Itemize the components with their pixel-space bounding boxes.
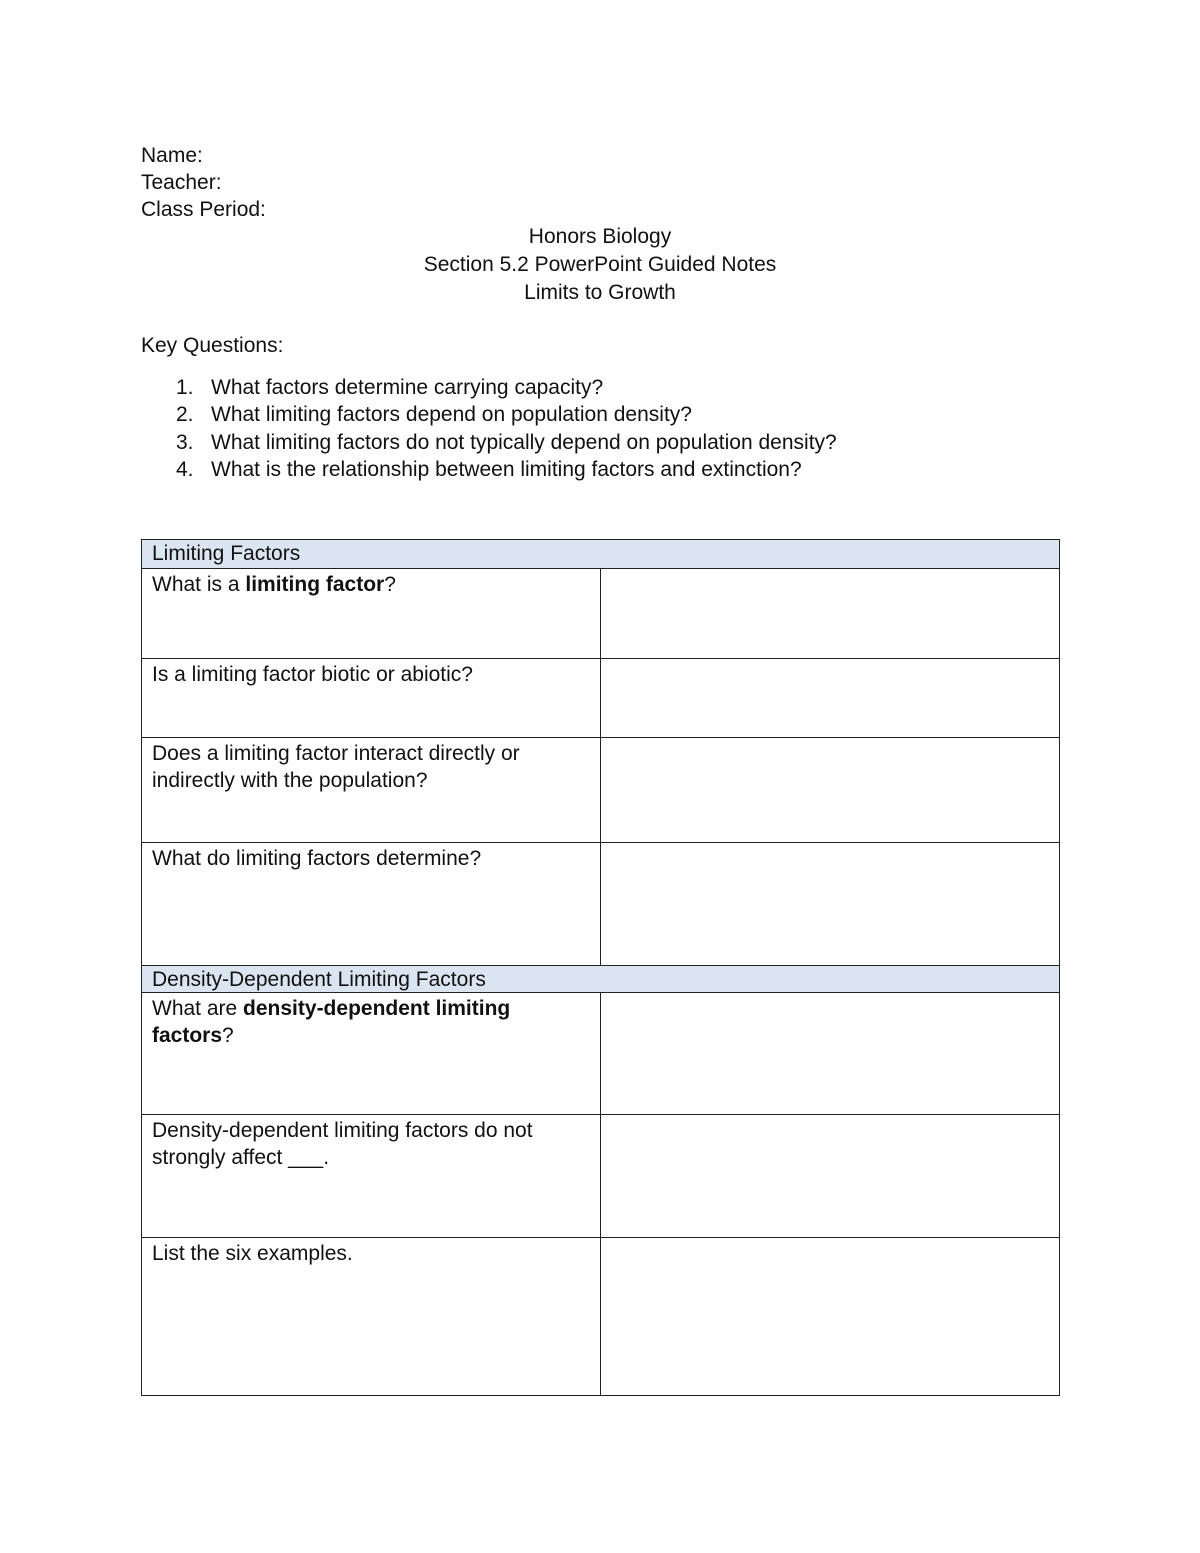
notes-table xyxy=(141,539,1060,1396)
question-cell: List the six examples. xyxy=(142,1238,601,1396)
key-question xyxy=(141,401,837,428)
question-number: 3. xyxy=(176,430,194,454)
answer-cell[interactable] xyxy=(601,1115,1060,1238)
section-header-row xyxy=(142,540,1060,569)
table-row xyxy=(142,843,1060,966)
question-text: What limiting factors do not typically depend on population density? xyxy=(211,430,837,454)
section-header-row xyxy=(142,966,1060,993)
question-cell: What do limiting factors determine? xyxy=(142,843,601,966)
question-number: 4. xyxy=(176,457,194,481)
question-number: 1. xyxy=(176,376,194,399)
answer-cell[interactable] xyxy=(601,659,1060,738)
key-questions-list xyxy=(141,374,837,483)
question-text: What factors determine carrying capacity? xyxy=(211,376,604,399)
answer-cell[interactable] xyxy=(601,738,1060,843)
question-text: What is the relationship between limiting factors and extinction? xyxy=(211,457,802,481)
key-questions-label: Key Questions: xyxy=(141,334,284,357)
course-title: Honors Biology xyxy=(528,225,672,248)
answer-cell[interactable] xyxy=(601,843,1060,966)
key-term: limiting factor xyxy=(245,573,385,596)
question-cell: Does a limiting factor interact directly or indirectly with the population? xyxy=(142,738,601,843)
table-row xyxy=(142,738,1060,843)
key-question xyxy=(141,456,837,483)
section-title-density-dependent: Density-Dependent Limiting Factors xyxy=(142,966,1060,993)
question-number: 2. xyxy=(176,403,194,427)
answer-cell[interactable] xyxy=(601,993,1060,1115)
class-period-label: Class Period: xyxy=(141,198,266,221)
question-cell: Density-dependent limiting factors do not strongly affect ___. xyxy=(142,1115,601,1238)
name-label: Name: xyxy=(141,144,203,167)
table-row xyxy=(142,1115,1060,1238)
table-row xyxy=(142,659,1060,738)
answer-cell[interactable] xyxy=(601,1238,1060,1396)
section-title-limiting-factors: Limiting Factors xyxy=(142,540,1060,569)
key-question xyxy=(141,429,837,456)
teacher-label: Teacher: xyxy=(141,171,222,194)
topic-title: Limits to Growth xyxy=(524,281,676,304)
title-block xyxy=(0,223,1200,307)
section-title: Section 5.2 PowerPoint Guided Notes xyxy=(423,253,777,276)
key-term: density-dependent limiting factors xyxy=(152,997,511,1047)
question-cell: What is a limiting factor? xyxy=(142,569,601,659)
key-question xyxy=(141,374,837,401)
answer-cell[interactable] xyxy=(601,569,1060,659)
table-row xyxy=(142,569,1060,659)
question-cell: Is a limiting factor biotic or abiotic? xyxy=(142,659,601,738)
student-info xyxy=(141,142,266,223)
table-row xyxy=(142,1238,1060,1396)
table-row xyxy=(142,993,1060,1115)
question-cell: What are density-dependent limiting factors? xyxy=(142,993,601,1115)
question-text: What limiting factors depend on population density? xyxy=(211,403,692,427)
